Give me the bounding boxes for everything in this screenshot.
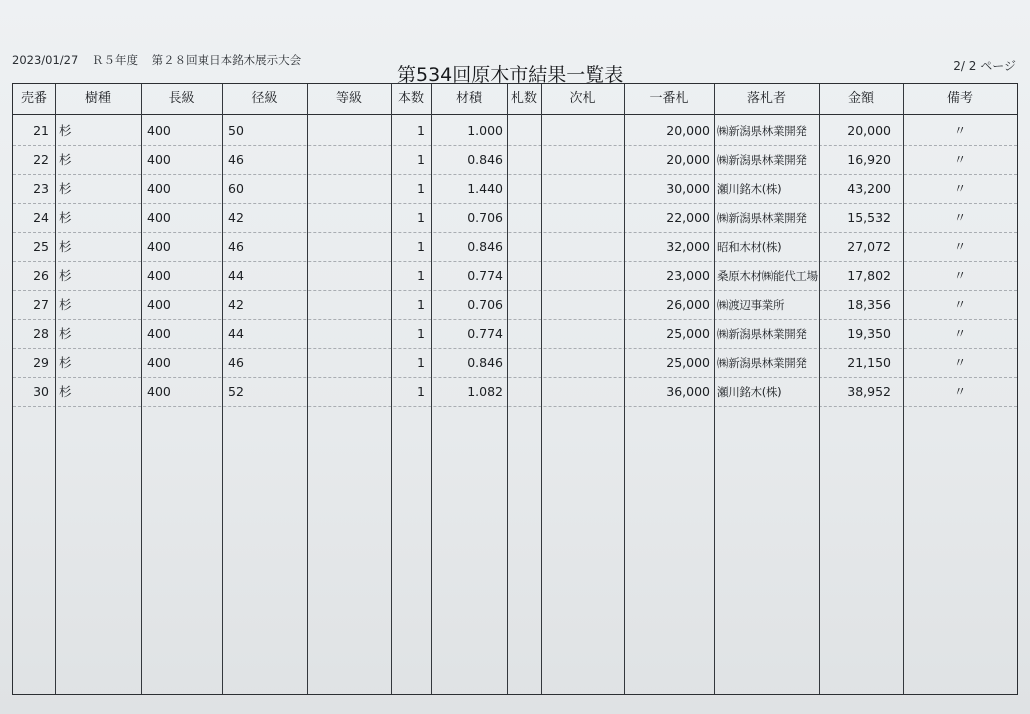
table-row xyxy=(13,290,1017,320)
top-bid-cell: 36,000 xyxy=(666,384,710,399)
amount-cell: 15,532 xyxy=(847,210,891,225)
column-header-volume: 材積 xyxy=(455,91,482,106)
buyer-cell: 桑原木材㈱能代工場 xyxy=(717,269,818,283)
diameter-class-cell: 44 xyxy=(228,268,244,283)
top-bid-cell: 20,000 xyxy=(666,152,710,167)
bid-count-cell xyxy=(507,348,541,377)
diameter-class-cell: 42 xyxy=(228,297,244,312)
species-cell: 杉 xyxy=(59,123,72,138)
column-header-amount: 金額 xyxy=(847,91,874,106)
column-header-length-class: 長級 xyxy=(168,91,195,106)
length-class-cell: 400 xyxy=(147,384,171,399)
table-row xyxy=(13,232,1017,262)
piece-count-cell: 1 xyxy=(417,384,425,399)
bid-count-cell xyxy=(507,261,541,290)
length-class-cell: 400 xyxy=(147,326,171,341)
remarks-cell: 〃 xyxy=(953,210,967,225)
column-divider xyxy=(431,84,432,694)
buyer-cell: ㈱新潟県林業開発 xyxy=(717,211,807,225)
next-bid-cell xyxy=(541,319,624,348)
next-bid-cell xyxy=(541,232,624,261)
column-header-top-bid: 一番札 xyxy=(649,91,689,106)
top-bid-cell: 23,000 xyxy=(666,268,710,283)
piece-count-cell: 1 xyxy=(417,326,425,341)
column-header-lot-number: 売番 xyxy=(20,91,47,106)
grade-cell xyxy=(307,203,391,232)
piece-count-cell: 1 xyxy=(417,123,425,138)
bid-count-cell xyxy=(507,319,541,348)
header-event: 第２８回東日本銘木展示大会 xyxy=(151,53,302,67)
table-row xyxy=(13,203,1017,233)
length-class-cell: 400 xyxy=(147,355,171,370)
remarks-cell: 〃 xyxy=(953,297,967,312)
top-bid-cell: 25,000 xyxy=(666,355,710,370)
species-cell: 杉 xyxy=(59,152,72,167)
next-bid-cell xyxy=(541,290,624,319)
column-divider xyxy=(55,84,56,694)
volume-cell: 0.846 xyxy=(467,239,503,254)
column-divider xyxy=(391,84,392,694)
piece-count-cell: 1 xyxy=(417,239,425,254)
next-bid-cell xyxy=(541,116,624,145)
column-header-buyer: 落札者 xyxy=(746,91,786,106)
species-cell: 杉 xyxy=(59,210,72,225)
header-info xyxy=(12,52,311,68)
amount-cell: 17,802 xyxy=(847,268,891,283)
diameter-class-cell: 42 xyxy=(228,210,244,225)
buyer-cell: 昭和木材(株) xyxy=(717,240,782,254)
length-class-cell: 400 xyxy=(147,268,171,283)
grade-cell xyxy=(307,348,391,377)
top-bid-cell: 22,000 xyxy=(666,210,710,225)
piece-count-cell: 1 xyxy=(417,210,425,225)
amount-cell: 21,150 xyxy=(847,355,891,370)
remarks-cell: 〃 xyxy=(953,152,967,167)
grade-cell xyxy=(307,377,391,406)
column-divider xyxy=(541,84,542,694)
column-divider xyxy=(222,84,223,694)
bid-count-cell xyxy=(507,203,541,232)
length-class-cell: 400 xyxy=(147,181,171,196)
next-bid-cell xyxy=(541,377,624,406)
volume-cell: 0.846 xyxy=(467,152,503,167)
column-divider xyxy=(507,84,508,694)
volume-cell: 0.846 xyxy=(467,355,503,370)
top-bid-cell: 30,000 xyxy=(666,181,710,196)
grade-cell xyxy=(307,290,391,319)
page-number: 2/ 2 ページ xyxy=(953,59,1016,73)
lot-number-cell: 29 xyxy=(33,355,49,370)
species-cell: 杉 xyxy=(59,384,72,399)
column-header-remarks: 備考 xyxy=(946,91,973,106)
lot-number-cell: 22 xyxy=(33,152,49,167)
table-row xyxy=(13,261,1017,291)
buyer-cell: ㈱新潟県林業開発 xyxy=(717,124,807,138)
remarks-cell: 〃 xyxy=(953,355,967,370)
volume-cell: 0.706 xyxy=(467,210,503,225)
buyer-cell: ㈱新潟県林業開発 xyxy=(717,153,807,167)
length-class-cell: 400 xyxy=(147,152,171,167)
grade-cell xyxy=(307,145,391,174)
column-header-diameter-class: 径級 xyxy=(251,91,278,106)
species-cell: 杉 xyxy=(59,326,72,341)
remarks-cell: 〃 xyxy=(953,268,967,283)
diameter-class-cell: 60 xyxy=(228,181,244,196)
remarks-cell: 〃 xyxy=(953,123,967,138)
piece-count-cell: 1 xyxy=(417,152,425,167)
table-row xyxy=(13,377,1017,407)
piece-count-cell: 1 xyxy=(417,355,425,370)
species-cell: 杉 xyxy=(59,268,72,283)
bid-count-cell xyxy=(507,377,541,406)
lot-number-cell: 30 xyxy=(33,384,49,399)
piece-count-cell: 1 xyxy=(417,181,425,196)
next-bid-cell xyxy=(541,203,624,232)
amount-cell: 20,000 xyxy=(847,123,891,138)
buyer-cell: ㈱新潟県林業開発 xyxy=(717,327,807,341)
top-bid-cell: 26,000 xyxy=(666,297,710,312)
lot-number-cell: 25 xyxy=(33,239,49,254)
next-bid-cell xyxy=(541,145,624,174)
lot-number-cell: 21 xyxy=(33,123,49,138)
piece-count-cell: 1 xyxy=(417,297,425,312)
volume-cell: 1.000 xyxy=(467,123,503,138)
species-cell: 杉 xyxy=(59,181,72,196)
buyer-cell: ㈱渡辺事業所 xyxy=(717,298,785,312)
table-row xyxy=(13,145,1017,175)
column-divider xyxy=(624,84,625,694)
amount-cell: 43,200 xyxy=(847,181,891,196)
column-divider xyxy=(307,84,308,694)
lot-number-cell: 23 xyxy=(33,181,49,196)
amount-cell: 18,356 xyxy=(847,297,891,312)
diameter-class-cell: 46 xyxy=(228,355,244,370)
table-row xyxy=(13,319,1017,349)
diameter-class-cell: 50 xyxy=(228,123,244,138)
bid-count-cell xyxy=(507,145,541,174)
column-divider xyxy=(141,84,142,694)
length-class-cell: 400 xyxy=(147,123,171,138)
table-row xyxy=(13,174,1017,204)
volume-cell: 1.440 xyxy=(467,181,503,196)
length-class-cell: 400 xyxy=(147,239,171,254)
volume-cell: 0.774 xyxy=(467,326,503,341)
diameter-class-cell: 52 xyxy=(228,384,244,399)
length-class-cell: 400 xyxy=(147,297,171,312)
buyer-cell: 瀬川銘木(株) xyxy=(717,182,782,196)
amount-cell: 38,952 xyxy=(847,384,891,399)
species-cell: 杉 xyxy=(59,239,72,254)
remarks-cell: 〃 xyxy=(953,326,967,341)
buyer-cell: 瀬川銘木(株) xyxy=(717,385,782,399)
species-cell: 杉 xyxy=(59,297,72,312)
top-bid-cell: 20,000 xyxy=(666,123,710,138)
remarks-cell: 〃 xyxy=(953,181,967,196)
header-date: 2023/01/27 xyxy=(12,53,79,67)
amount-cell: 27,072 xyxy=(847,239,891,254)
volume-cell: 0.706 xyxy=(467,297,503,312)
remarks-cell: 〃 xyxy=(953,384,967,399)
grade-cell xyxy=(307,232,391,261)
diameter-class-cell: 44 xyxy=(228,326,244,341)
next-bid-cell xyxy=(541,174,624,203)
column-divider xyxy=(903,84,904,694)
diameter-class-cell: 46 xyxy=(228,152,244,167)
bid-count-cell xyxy=(507,232,541,261)
length-class-cell: 400 xyxy=(147,210,171,225)
results-table xyxy=(12,83,1018,695)
table-header-row xyxy=(13,84,1017,115)
top-bid-cell: 32,000 xyxy=(666,239,710,254)
bid-count-cell xyxy=(507,290,541,319)
top-bid-cell: 25,000 xyxy=(666,326,710,341)
species-cell: 杉 xyxy=(59,355,72,370)
grade-cell xyxy=(307,174,391,203)
lot-number-cell: 24 xyxy=(33,210,49,225)
buyer-cell: ㈱新潟県林業開発 xyxy=(717,356,807,370)
bid-count-cell xyxy=(507,116,541,145)
table-row xyxy=(13,348,1017,378)
bid-count-cell xyxy=(507,174,541,203)
column-header-grade: 等級 xyxy=(335,91,362,106)
lot-number-cell: 26 xyxy=(33,268,49,283)
header-fiscal-year: Ｒ５年度 xyxy=(91,53,138,67)
grade-cell xyxy=(307,319,391,348)
page-title: 第534回原木市結果一覧表 xyxy=(397,64,624,86)
table-row xyxy=(13,116,1017,146)
column-divider xyxy=(819,84,820,694)
amount-cell: 16,920 xyxy=(847,152,891,167)
column-header-next-bid: 次札 xyxy=(569,91,596,106)
next-bid-cell xyxy=(541,348,624,377)
column-header-piece-count: 本数 xyxy=(397,91,424,106)
column-divider xyxy=(714,84,715,694)
column-header-species: 樹種 xyxy=(84,91,111,106)
grade-cell xyxy=(307,261,391,290)
lot-number-cell: 28 xyxy=(33,326,49,341)
lot-number-cell: 27 xyxy=(33,297,49,312)
next-bid-cell xyxy=(541,261,624,290)
amount-cell: 19,350 xyxy=(847,326,891,341)
remarks-cell: 〃 xyxy=(953,239,967,254)
grade-cell xyxy=(307,116,391,145)
column-header-bid-count: 札数 xyxy=(510,91,537,106)
volume-cell: 1.082 xyxy=(467,384,503,399)
diameter-class-cell: 46 xyxy=(228,239,244,254)
volume-cell: 0.774 xyxy=(467,268,503,283)
piece-count-cell: 1 xyxy=(417,268,425,283)
